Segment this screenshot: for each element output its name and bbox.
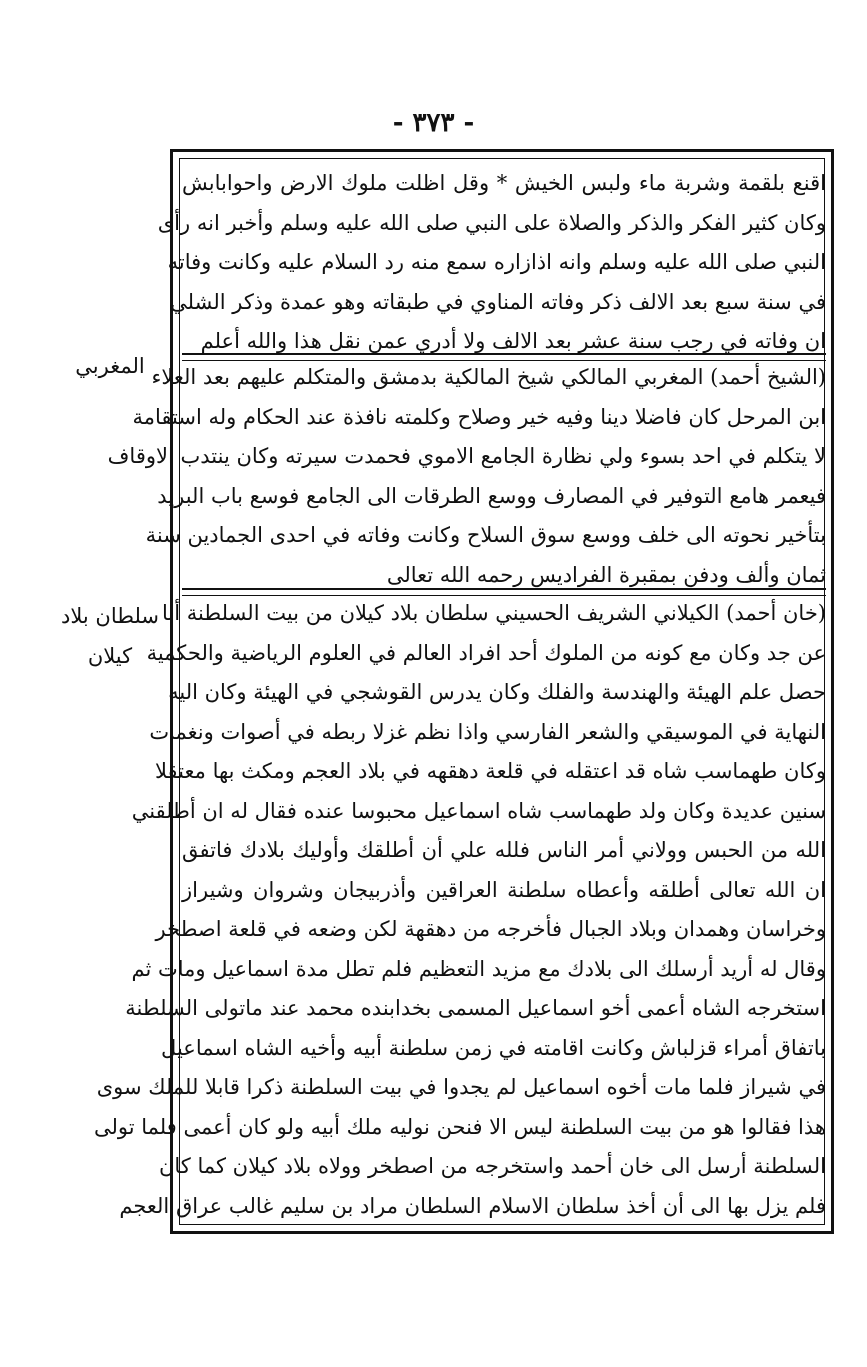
text-line: (خان أحمد) الكيلاني الشريف الحسيني سلطان بلاد كيلان من بيت السلطنة أبا — [162, 601, 826, 625]
page-number: - ٣٧٣ - — [392, 108, 475, 138]
margin-note-line: سلطان بلاد — [61, 604, 159, 628]
text-line: لا يتكلم في احد بسوء ولي نظارة الجامع الاموي فحمدت سيرته وكان ينتدب الاوقاف — [107, 444, 826, 468]
text-section-3 — [93, 594, 826, 1226]
text-section-2 — [107, 358, 826, 595]
text-line: وكان كثير الفكر والذكر والصلاة على النبي صلى الله عليه وسلم وأخبر انه رأى — [157, 210, 826, 235]
text-line: السلطنة أرسل الى خان أحمد واستخرجه من اصطخر وولاه بلاد كيلان كما كان — [158, 1154, 826, 1178]
text-line: وقال له أريد أرسلك الى بلادك مع مزيد التعظيم فلم تطل مدة اسماعيل ومات ثم — [131, 956, 826, 981]
text-line: هذا فقالوا هو من بيت السلطنة ليس الا فنحن نوليه ملك أبيه ولو كان أعمى فلما تولى — [93, 1114, 826, 1139]
text-line: ان وفاته في رجب سنة عشر بعد الالف ولا أدري عمن نقل هذا والله أعلم — [200, 329, 826, 353]
text-line: عن جد وكان مع كونه من الملوك أحد افراد العالم في العلوم الرياضية والحكمية — [146, 640, 826, 665]
text-line: في سنة سبع بعد الالف ذكر وفاته المناوي في طبقاته وهو عمدة وذكر الشلي — [170, 289, 826, 314]
margin-note-line: المغربي — [75, 354, 145, 378]
text-line: فيعمر هامع التوفير في المصارف ووسع الطرقات الى الجامع فوسع باب البريد — [157, 483, 826, 508]
text-line: استخرجه الشاه أعمى أخو اسماعيل المسمى بخدابنده محمد عند ماتولى السلطنة — [125, 996, 826, 1020]
margin-note-line: كيلان — [87, 644, 133, 668]
margin-note-sultan-kilan — [60, 596, 160, 676]
text-line: ثمان وألف ودفن بمقبرة الفراديس رحمه الله تعالى — [386, 562, 826, 587]
text-line: اقنع بلقمة وشربة ماء ولبس الخيش * وقل اظلت ملوك الارض واحوابابش — [182, 171, 826, 195]
text-line: باتفاق أمراء قزلباش وكانت اقامته في زمن سلطنة أبيه وأخيه الشاه اسماعيل — [161, 1035, 826, 1060]
text-line: بتأخير نحوته الى خلف ووسع سوق السلاح وكانت وفاته في احدى الجمادين سنة — [145, 523, 826, 547]
text-line: فلم يزل بها الى أن أخذ سلطان الاسلام السلطان مراد بن سليم غالب عراق العجم — [119, 1193, 826, 1218]
text-line: في شيراز فلما مات أخوه اسماعيل لم يجدوا في بيت السلطنة ذكرا قابلا للملك سوى — [96, 1075, 826, 1099]
text-line: (الشيخ أحمد) المغربي المالكي شيخ المالكية بدمشق والمتكلم عليهم بعد العلاء — [151, 365, 826, 389]
text-section-1 — [157, 164, 826, 362]
text-line: حصل علم الهيئة والهندسة والفلك وكان يدرس القوشجي في الهيئة وكان اليه — [168, 680, 826, 704]
text-line: وخراسان وهمدان وبلاد الجبال فأخرجه من دهقهة لكن وضعه في قلعة اصطخر — [155, 917, 826, 941]
text-line: وكان طهماسب شاه قد اعتقله في قلعة دهقهه في بلاد العجم ومكث بها معتقلا — [155, 759, 826, 783]
text-line: الله من الحبس وولاني أمر الناس فلله علي أن أطلقك وأوليك بلادك فاتفق — [182, 838, 826, 862]
text-line: ابن المرحل كان فاضلا دينا وفيه خير وصلاح وكلمته نافذة عند الحكام وله استقامة — [132, 404, 826, 429]
margin-note-maghribi — [60, 346, 160, 386]
text-line: النبي صلى الله عليه وسلم وانه اذازاره سمع منه رد السلام عليه وكانت وفاته — [167, 250, 826, 274]
text-line: ان الله تعالى أطلقه وأعطاه سلطنة العراقين وأذربيجان وشروان وشيراز — [182, 877, 826, 902]
text-line: النهاية في الموسيقي والشعر الفارسي واذا نظم غزلا ربطه في أصوات ونغمات — [149, 719, 826, 744]
text-line: سنين عديدة وكان ولد طهماسب شاه اسماعيل محبوسا عنده فقال له ان أطلقني — [131, 798, 826, 823]
